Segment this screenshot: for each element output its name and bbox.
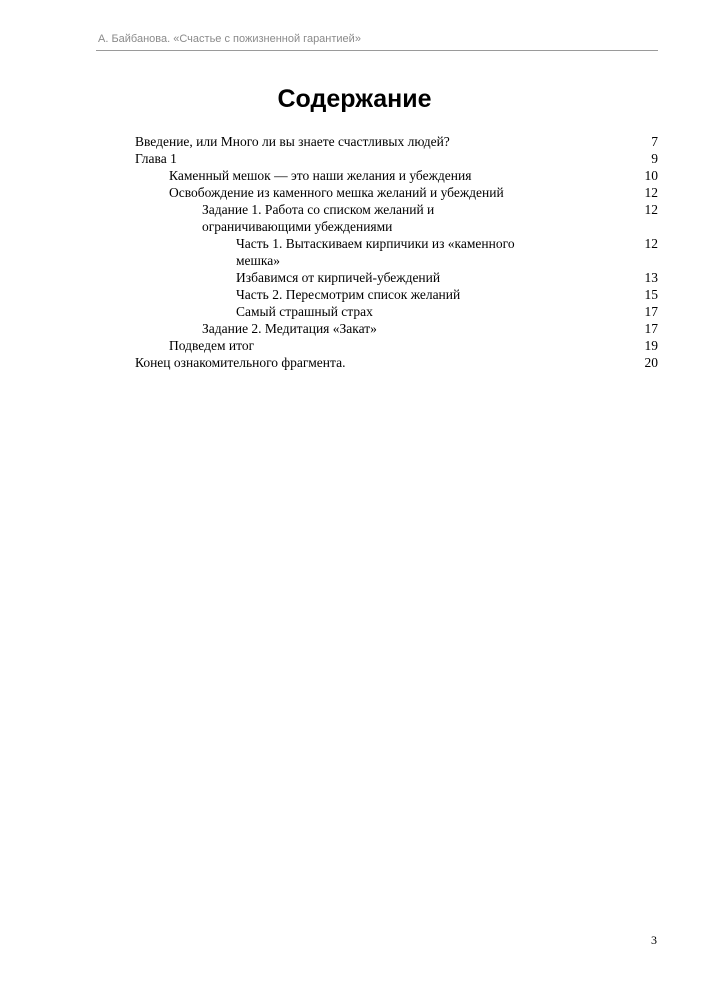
- toc-entry-page: 12: [644, 185, 658, 200]
- toc-entry[interactable]: [135, 133, 658, 150]
- toc-entry-page: 7: [651, 134, 658, 149]
- toc-entry[interactable]: [135, 337, 658, 354]
- toc-heading: Содержание: [277, 85, 432, 113]
- toc-entry-page: 12: [644, 236, 658, 251]
- toc-entry-title: Часть 2. Пересмотрим список желаний: [236, 287, 461, 302]
- toc-entry[interactable]: [135, 167, 658, 184]
- toc-entry-title: Задание 1. Работа со списком желаний и ограничивающими убеждениями: [202, 202, 435, 234]
- toc-entry[interactable]: [135, 286, 658, 303]
- page-number: 3: [651, 933, 657, 947]
- toc-entry-title: Избавимся от кирпичей-убеждений: [236, 270, 441, 285]
- toc-entry-page: 20: [644, 355, 658, 370]
- toc-entry-page: 19: [644, 338, 658, 353]
- toc-entry[interactable]: [135, 320, 658, 337]
- toc-entry-title: Часть 1. Вытаскиваем кирпичики из «каменного мешка»: [236, 236, 515, 268]
- toc-entry[interactable]: [135, 184, 658, 201]
- toc-entry-title: Задание 2. Медитация «Закат»: [202, 321, 377, 336]
- running-header: А. Байбанова. «Счастье с пожизненной гарантией»: [98, 33, 361, 45]
- toc-entry-page: 12: [644, 202, 658, 217]
- toc-entry-title: Конец ознакомительного фрагмента.: [135, 355, 346, 370]
- toc-entry-page: 9: [651, 151, 658, 166]
- toc-entry-page: 15: [644, 287, 658, 302]
- toc-entry[interactable]: [135, 150, 658, 167]
- toc-entry-page: 17: [644, 321, 658, 336]
- header-divider: [96, 50, 658, 51]
- toc-entry[interactable]: [135, 235, 658, 269]
- toc-entry[interactable]: [135, 201, 658, 235]
- toc-entry-page: 10: [644, 168, 658, 183]
- toc-entry-title: Каменный мешок — это наши желания и убеждения: [169, 168, 472, 183]
- toc-entry-page: 13: [644, 270, 658, 285]
- toc-entry-title: Подведем итог: [169, 338, 255, 353]
- toc-entry-title: Введение, или Много ли вы знаете счастливых людей?: [135, 134, 450, 149]
- toc-entry-page: 17: [644, 304, 658, 319]
- table-of-contents: [135, 133, 658, 371]
- toc-entry-title: Освобождение из каменного мешка желаний и убеждений: [169, 185, 504, 200]
- toc-entry[interactable]: [135, 269, 658, 286]
- toc-entry[interactable]: [135, 354, 658, 371]
- toc-entry[interactable]: [135, 303, 658, 320]
- toc-entry-title: Глава 1: [135, 151, 177, 166]
- toc-entry-title: Самый страшный страх: [236, 304, 373, 319]
